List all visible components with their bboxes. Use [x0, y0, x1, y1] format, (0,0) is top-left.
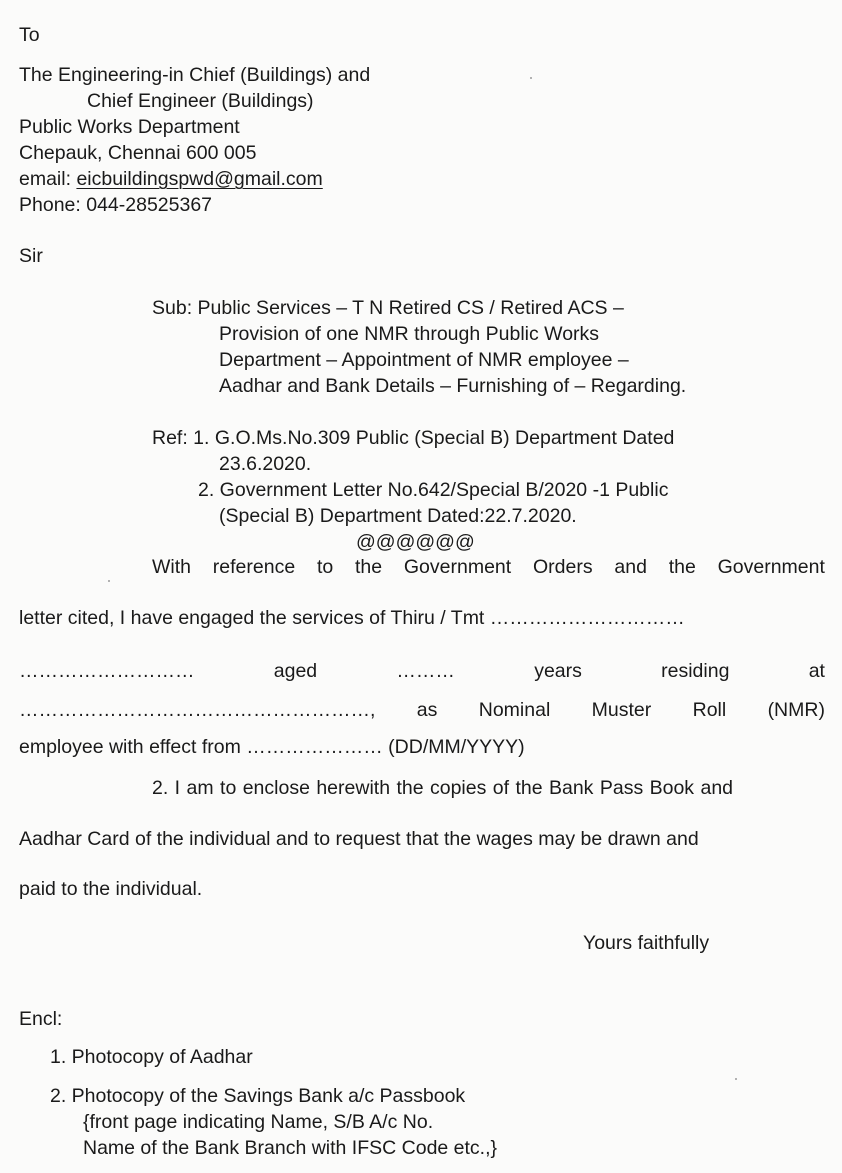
word: to: [316, 556, 334, 578]
scan-speck: [530, 77, 532, 79]
word: years: [534, 660, 582, 682]
body-p1-line-5: employee with effect from ………………… (DD/MM/YYYY): [19, 736, 525, 758]
enclosure-item-2-line-2: {front page indicating Name, S/B A/c No.: [83, 1111, 434, 1133]
enclosure-item-2-line-1: 2. Photocopy of the Savings Bank a/c Passbook: [50, 1085, 466, 1107]
word: Orders: [532, 556, 593, 578]
addressee-line-1: The Engineering-in Chief (Buildings) and: [19, 64, 371, 86]
reference-1-line-2: 23.6.2020.: [219, 453, 312, 475]
word: Government: [403, 556, 512, 578]
scan-speck: [108, 580, 110, 582]
phone-line: Phone: 044-28525367: [19, 194, 213, 216]
name-blank: ………………………: [19, 660, 195, 682]
body-p1-line-3: [19, 659, 825, 683]
reference-2-line-2: (Special B) Department Dated:22.7.2020.: [219, 505, 577, 527]
word: as: [416, 699, 438, 721]
word: (NMR): [767, 699, 825, 721]
word: Roll: [692, 699, 727, 721]
subject-line-4: Aadhar and Bank Details – Furnishing of – Regarding.: [219, 375, 687, 397]
reference-2-line-1: 2. Government Letter No.642/Special B/2020 -1 Public: [198, 479, 669, 501]
closing: Yours faithfully: [583, 932, 710, 954]
body-p2-line-3: paid to the individual.: [19, 878, 203, 900]
subject-line-3: Department – Appointment of NMR employee –: [219, 349, 629, 371]
body-p1-line-1: [152, 555, 825, 579]
word: reference: [212, 556, 296, 578]
scan-speck: [735, 1078, 737, 1080]
word: Muster: [591, 699, 652, 721]
email-line: [19, 167, 323, 191]
body-p2-line-1: 2. I am to enclose herewith the copies of the Bank Pass Book and: [152, 777, 734, 799]
enclosure-item-1: 1. Photocopy of Aadhar: [50, 1046, 253, 1068]
body-p1-line-4: [19, 698, 825, 722]
greeting: Sir: [19, 245, 43, 267]
word: residing: [661, 660, 730, 682]
word: at: [808, 660, 825, 682]
addressee-line-3: Public Works Department: [19, 116, 240, 138]
age-blank: ………: [396, 660, 455, 682]
addressee-line-2: Chief Engineer (Buildings): [87, 90, 314, 112]
to-label: To: [19, 24, 40, 46]
word: and: [614, 556, 647, 578]
word: aged: [273, 660, 318, 682]
email-link[interactable]: eicbuildingspwd@gmail.com: [76, 168, 323, 190]
word: the: [668, 556, 696, 578]
address-blank: ………………………………………………,: [19, 699, 376, 721]
subject-line-1: Sub: Public Services – T N Retired CS / Retired ACS –: [152, 297, 624, 319]
enclosure-item-2-line-3: Name of the Bank Branch with IFSC Code etc.,}: [83, 1137, 498, 1159]
word: With: [152, 556, 191, 578]
email-label: email:: [19, 168, 77, 190]
separator-line: @@@@@@: [356, 531, 475, 553]
word: the: [355, 556, 383, 578]
word: Nominal: [478, 699, 551, 721]
addressee-line-4: Chepauk, Chennai 600 005: [19, 142, 257, 164]
word: Government: [717, 556, 825, 578]
subject-line-2: Provision of one NMR through Public Works: [219, 323, 600, 345]
reference-1-line-1: Ref: 1. G.O.Ms.No.309 Public (Special B) Department Dated: [152, 427, 675, 449]
enclosures-label: Encl:: [19, 1008, 63, 1030]
body-p2-line-2: Aadhar Card of the individual and to request that the wages may be drawn and: [19, 828, 699, 850]
body-p1-line-2: letter cited, I have engaged the services of Thiru / Tmt …………………………: [19, 607, 685, 629]
